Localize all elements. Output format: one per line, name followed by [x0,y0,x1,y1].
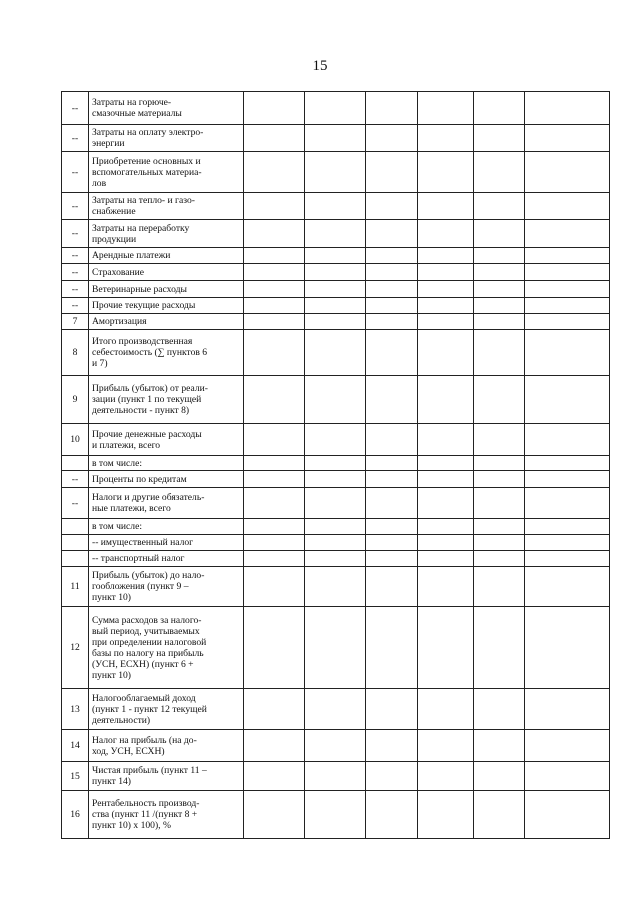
empty-cell[interactable] [366,551,418,567]
empty-cell[interactable] [305,376,366,424]
empty-cell[interactable] [305,248,366,264]
row-label: Затраты на оплату электро- энергии [89,125,244,152]
empty-cell[interactable] [366,376,418,424]
table-row [62,607,610,689]
empty-cell[interactable] [244,551,305,567]
empty-cell[interactable] [525,488,610,519]
table-row [62,298,610,314]
empty-cell[interactable] [244,330,305,376]
empty-cell[interactable] [366,471,418,488]
table-row [62,488,610,519]
row-label: Прочие текущие расходы [89,298,244,314]
empty-cell[interactable] [418,689,474,730]
empty-cell[interactable] [366,535,418,551]
row-label: Прибыль (убыток) от реали- зации (пункт 1 по текущей деятельности - пункт 8) [89,376,244,424]
empty-cell[interactable] [305,424,366,456]
empty-cell[interactable] [525,567,610,607]
empty-cell[interactable] [418,488,474,519]
empty-cell[interactable] [418,567,474,607]
page-number: 15 [312,58,328,74]
row-number: -- [62,193,89,220]
empty-cell[interactable] [244,762,305,791]
table-row [62,152,610,193]
empty-cell[interactable] [525,471,610,488]
table-row [62,281,610,298]
empty-cell[interactable] [418,730,474,762]
row-label: Рентабельность производ- ства (пункт 11 /(пункт 8 + пункт 10) х 100), % [89,791,244,839]
empty-cell[interactable] [474,567,525,607]
empty-cell[interactable] [418,330,474,376]
row-number: -- [62,220,89,248]
empty-cell[interactable] [525,689,610,730]
row-label: Приобретение основных и вспомогательных материа- лов [89,152,244,193]
empty-cell[interactable] [305,193,366,220]
empty-cell[interactable] [244,689,305,730]
empty-cell[interactable] [305,314,366,330]
row-number: -- [62,125,89,152]
empty-cell[interactable] [244,92,305,125]
row-number: 8 [62,330,89,376]
empty-cell[interactable] [366,567,418,607]
empty-cell[interactable] [418,152,474,193]
table-row [62,535,610,551]
empty-cell[interactable] [474,535,525,551]
empty-cell[interactable] [525,281,610,298]
empty-cell[interactable] [305,281,366,298]
empty-cell[interactable] [305,730,366,762]
empty-cell[interactable] [418,551,474,567]
empty-cell[interactable] [366,264,418,281]
empty-cell[interactable] [305,791,366,839]
empty-cell[interactable] [418,519,474,535]
empty-cell[interactable] [474,220,525,248]
empty-cell[interactable] [474,298,525,314]
empty-cell[interactable] [474,762,525,791]
row-number: 10 [62,424,89,456]
empty-cell[interactable] [418,424,474,456]
empty-cell[interactable] [366,456,418,471]
row-number: -- [62,488,89,519]
empty-cell[interactable] [525,125,610,152]
empty-cell[interactable] [525,330,610,376]
row-number: -- [62,264,89,281]
empty-cell[interactable] [474,424,525,456]
empty-cell[interactable] [366,424,418,456]
empty-cell[interactable] [305,488,366,519]
row-number: -- [62,248,89,264]
empty-cell[interactable] [305,689,366,730]
empty-cell[interactable] [418,125,474,152]
empty-cell[interactable] [366,125,418,152]
empty-cell[interactable] [474,519,525,535]
empty-cell[interactable] [474,607,525,689]
row-number [62,519,89,535]
row-number: 11 [62,567,89,607]
table-row [62,424,610,456]
empty-cell[interactable] [525,376,610,424]
empty-cell[interactable] [525,456,610,471]
empty-cell[interactable] [418,607,474,689]
empty-cell[interactable] [418,456,474,471]
row-label: Затраты на тепло- и газо- снабжение [89,193,244,220]
empty-cell[interactable] [474,488,525,519]
row-number: 12 [62,607,89,689]
empty-cell[interactable] [525,152,610,193]
empty-cell[interactable] [244,424,305,456]
table-row [62,456,610,471]
empty-cell[interactable] [366,730,418,762]
empty-cell[interactable] [305,762,366,791]
row-label: в том числе: [89,456,244,471]
empty-cell[interactable] [366,193,418,220]
row-number: 13 [62,689,89,730]
empty-cell[interactable] [474,730,525,762]
empty-cell[interactable] [244,791,305,839]
empty-cell[interactable] [474,551,525,567]
empty-cell[interactable] [474,264,525,281]
empty-cell[interactable] [525,220,610,248]
cost-table [61,91,610,839]
row-number: 16 [62,791,89,839]
empty-cell[interactable] [525,730,610,762]
row-label: Страхование [89,264,244,281]
empty-cell[interactable] [366,519,418,535]
row-label: Сумма расходов за налого- вый период, учитываемых при определении налоговой базы по налогу на прибыль (УСН, ЕСХН) (пункт 6 + пункт 10) [89,607,244,689]
row-number [62,551,89,567]
table-row [62,92,610,125]
empty-cell[interactable] [305,519,366,535]
empty-cell[interactable] [525,92,610,125]
empty-cell[interactable] [305,92,366,125]
table-row [62,551,610,567]
empty-cell[interactable] [418,264,474,281]
row-number: -- [62,92,89,125]
table-row [62,519,610,535]
empty-cell[interactable] [474,248,525,264]
empty-cell[interactable] [525,791,610,839]
empty-cell[interactable] [474,152,525,193]
row-number: 15 [62,762,89,791]
empty-cell[interactable] [244,248,305,264]
empty-cell[interactable] [474,376,525,424]
row-label: Налог на прибыль (на до- ход, УСН, ЕСХН) [89,730,244,762]
empty-cell[interactable] [366,791,418,839]
row-label: Прибыль (убыток) до нало- гообложения (пункт 9 – пункт 10) [89,567,244,607]
empty-cell[interactable] [305,607,366,689]
empty-cell[interactable] [418,193,474,220]
row-label: Налоги и другие обязатель- ные платежи, всего [89,488,244,519]
row-label: Итого производственная себестоимость (∑ пунктов 6 и 7) [89,330,244,376]
row-label: Затраты на переработку продукции [89,220,244,248]
empty-cell[interactable] [418,92,474,125]
empty-cell[interactable] [418,281,474,298]
table-row [62,248,610,264]
empty-cell[interactable] [305,220,366,248]
empty-cell[interactable] [305,567,366,607]
empty-cell[interactable] [244,281,305,298]
empty-cell[interactable] [474,314,525,330]
row-number: -- [62,152,89,193]
empty-cell[interactable] [418,791,474,839]
empty-cell[interactable] [305,471,366,488]
empty-cell[interactable] [525,298,610,314]
empty-cell[interactable] [244,220,305,248]
empty-cell[interactable] [366,248,418,264]
row-label: Проценты по кредитам [89,471,244,488]
empty-cell[interactable] [525,519,610,535]
empty-cell[interactable] [244,264,305,281]
empty-cell[interactable] [305,551,366,567]
empty-cell[interactable] [525,193,610,220]
empty-cell[interactable] [366,689,418,730]
empty-cell[interactable] [366,314,418,330]
row-label: в том числе: [89,519,244,535]
table-row [62,125,610,152]
empty-cell[interactable] [474,330,525,376]
empty-cell[interactable] [244,488,305,519]
empty-cell[interactable] [305,152,366,193]
empty-cell[interactable] [474,125,525,152]
row-number: -- [62,298,89,314]
empty-cell[interactable] [366,298,418,314]
empty-cell[interactable] [366,92,418,125]
empty-cell[interactable] [305,298,366,314]
empty-cell[interactable] [244,567,305,607]
empty-cell[interactable] [525,607,610,689]
row-label: Затраты на горюче- смазочные материалы [89,92,244,125]
empty-cell[interactable] [418,314,474,330]
empty-cell[interactable] [418,298,474,314]
empty-cell[interactable] [305,330,366,376]
empty-cell[interactable] [418,471,474,488]
row-label: Налогооблагаемый доход (пункт 1 - пункт 12 текущей деятельности) [89,689,244,730]
table-row [62,567,610,607]
empty-cell[interactable] [418,248,474,264]
table-row [62,264,610,281]
table-row [62,314,610,330]
empty-cell[interactable] [244,535,305,551]
empty-cell[interactable] [244,519,305,535]
row-number [62,456,89,471]
empty-cell[interactable] [305,456,366,471]
row-label: -- транспортный налог [89,551,244,567]
empty-cell[interactable] [525,535,610,551]
empty-cell[interactable] [418,220,474,248]
empty-cell[interactable] [366,607,418,689]
empty-cell[interactable] [366,330,418,376]
empty-cell[interactable] [244,607,305,689]
empty-cell[interactable] [366,488,418,519]
empty-cell[interactable] [244,471,305,488]
empty-cell[interactable] [244,298,305,314]
empty-cell[interactable] [244,376,305,424]
empty-cell[interactable] [525,248,610,264]
empty-cell[interactable] [474,193,525,220]
table-row [62,193,610,220]
row-number: 9 [62,376,89,424]
empty-cell[interactable] [474,281,525,298]
empty-cell[interactable] [244,456,305,471]
row-label: Чистая прибыль (пункт 11 – пункт 14) [89,762,244,791]
row-label: Арендные платежи [89,248,244,264]
empty-cell[interactable] [305,264,366,281]
empty-cell[interactable] [305,535,366,551]
row-number: 14 [62,730,89,762]
empty-cell[interactable] [474,92,525,125]
table-row [62,376,610,424]
empty-cell[interactable] [474,791,525,839]
row-label: Амортизация [89,314,244,330]
empty-cell[interactable] [244,193,305,220]
row-label: Прочие денежные расходы и платежи, всего [89,424,244,456]
empty-cell[interactable] [418,762,474,791]
row-number: -- [62,471,89,488]
empty-cell[interactable] [366,220,418,248]
empty-cell[interactable] [418,376,474,424]
table-row [62,689,610,730]
empty-cell[interactable] [244,730,305,762]
empty-cell[interactable] [244,314,305,330]
row-label: Ветеринарные расходы [89,281,244,298]
table-row [62,762,610,791]
empty-cell[interactable] [525,551,610,567]
table-row [62,471,610,488]
empty-cell[interactable] [525,314,610,330]
table-row [62,791,610,839]
table-row [62,730,610,762]
empty-cell[interactable] [474,689,525,730]
table-body [62,92,610,839]
empty-cell[interactable] [525,762,610,791]
empty-cell[interactable] [474,456,525,471]
row-number: 7 [62,314,89,330]
empty-cell[interactable] [525,264,610,281]
empty-cell[interactable] [366,281,418,298]
empty-cell[interactable] [474,471,525,488]
row-label: -- имущественный налог [89,535,244,551]
empty-cell[interactable] [525,424,610,456]
empty-cell[interactable] [244,125,305,152]
empty-cell[interactable] [418,535,474,551]
row-number: -- [62,281,89,298]
row-number [62,535,89,551]
empty-cell[interactable] [244,152,305,193]
empty-cell[interactable] [366,152,418,193]
empty-cell[interactable] [305,125,366,152]
table-row [62,330,610,376]
empty-cell[interactable] [366,762,418,791]
table-row [62,220,610,248]
